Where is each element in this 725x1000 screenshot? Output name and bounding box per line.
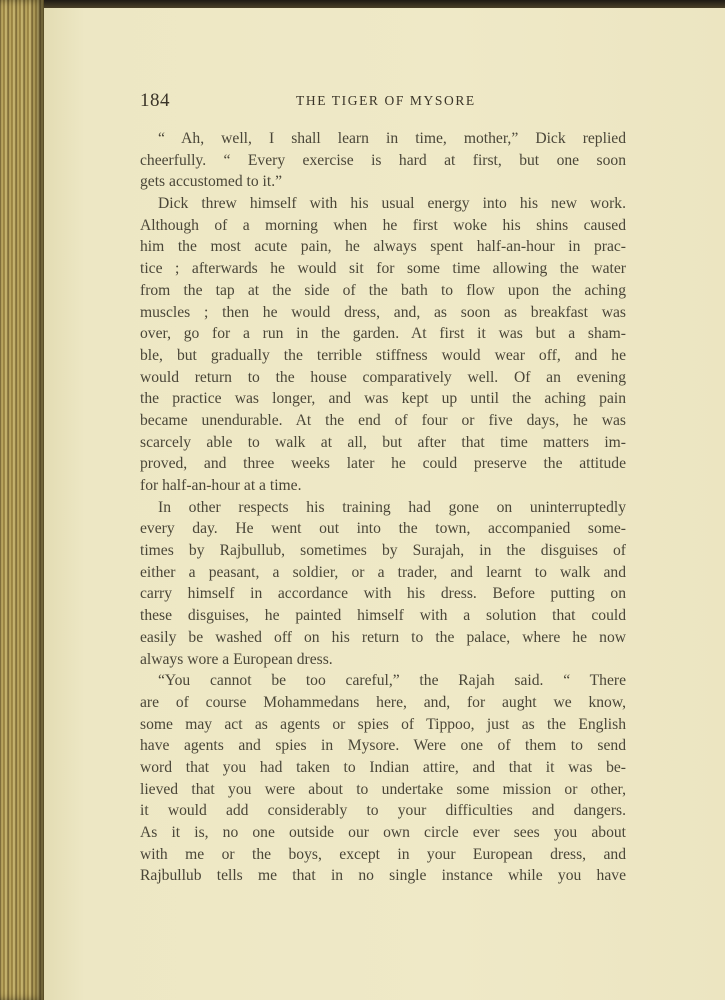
text-line: Rajbullub tells me that in no single instance while you have <box>140 867 626 885</box>
book-page-edges <box>0 0 44 1000</box>
text-line: some may act as agents or spies of Tippoo, just as the English <box>140 715 626 733</box>
text-line: times by Rajbullub, sometimes by Surajah, in the disguises of <box>140 542 626 560</box>
text-line: with me or the boys, except in your European dress, and <box>140 845 626 863</box>
text-line: these disguises, he painted himself with a solution that could <box>140 607 626 625</box>
text-line: As it is, no one outside our own circle ever sees you about <box>140 824 626 841</box>
text-line: have agents and spies in Mysore. Were one of them to send <box>140 737 626 755</box>
text-line: “ Ah, well, I shall learn in time, mother,” Dick replied <box>158 130 626 147</box>
body-text <box>140 128 626 887</box>
text-line: from the tap at the side of the bath to flow upon the aching <box>140 281 626 299</box>
page-number: 184 <box>140 90 170 111</box>
running-head <box>140 90 626 112</box>
running-title: THE TIGER OF MYSORE <box>296 93 476 108</box>
text-line: became unendurable. At the end of four or five days, he was <box>140 411 626 429</box>
text-line: In other respects his training had gone on uninterruptedly <box>158 498 626 516</box>
text-line: every day. He went out into the town, accompanied some- <box>140 520 626 538</box>
text-line: scarcely able to walk at all, but after that time matters im- <box>140 433 626 451</box>
book-page <box>44 8 725 1000</box>
text-line: “You cannot be too careful,” the Rajah said. “ There <box>158 672 626 690</box>
text-line: for half-an-hour at a time. <box>140 477 302 494</box>
text-line: him the most acute pain, he always spent half-an-hour in prac- <box>140 238 626 256</box>
text-line: the practice was longer, and was kept up until the aching pain <box>140 390 626 408</box>
text-line: word that you had taken to Indian attire, and that it was be- <box>140 758 626 776</box>
text-line: cheerfully. “ Every exercise is hard at first, but one soon <box>140 151 626 169</box>
text-line: would return to the house comparatively well. Of an evening <box>140 368 626 386</box>
text-line: are of course Mohammedans here, and, for aught we know, <box>140 693 626 711</box>
text-line: ble, but gradually the terrible stiffness would wear off, and he <box>140 346 626 364</box>
text-line: muscles ; then he would dress, and, as soon as breakfast was <box>140 303 626 321</box>
text-line: tice ; afterwards he would sit for some time allowing the water <box>140 260 626 278</box>
text-line: carry himself in accordance with his dress. Before putting on <box>140 585 626 603</box>
text-line: always wore a European dress. <box>140 650 333 668</box>
text-line: it would add considerably to your difficulties and dangers. <box>140 802 626 820</box>
text-line: easily be washed off on his return to the palace, where he now <box>140 628 626 646</box>
book-top-edge <box>0 0 725 8</box>
text-line: Dick threw himself with his usual energy into his new work. <box>158 195 626 213</box>
text-line: proved, and three weeks later he could preserve the attitude <box>140 455 626 473</box>
text-line: Although of a morning when he first woke his shins caused <box>140 216 626 234</box>
text-line: gets accustomed to it.” <box>140 173 283 191</box>
text-line: either a peasant, a soldier, or a trader, and learnt to walk and <box>140 563 626 581</box>
text-line: over, go for a run in the garden. At first it was but a sham- <box>140 325 626 343</box>
text-line: lieved that you were about to undertake some mission or other, <box>140 780 626 798</box>
